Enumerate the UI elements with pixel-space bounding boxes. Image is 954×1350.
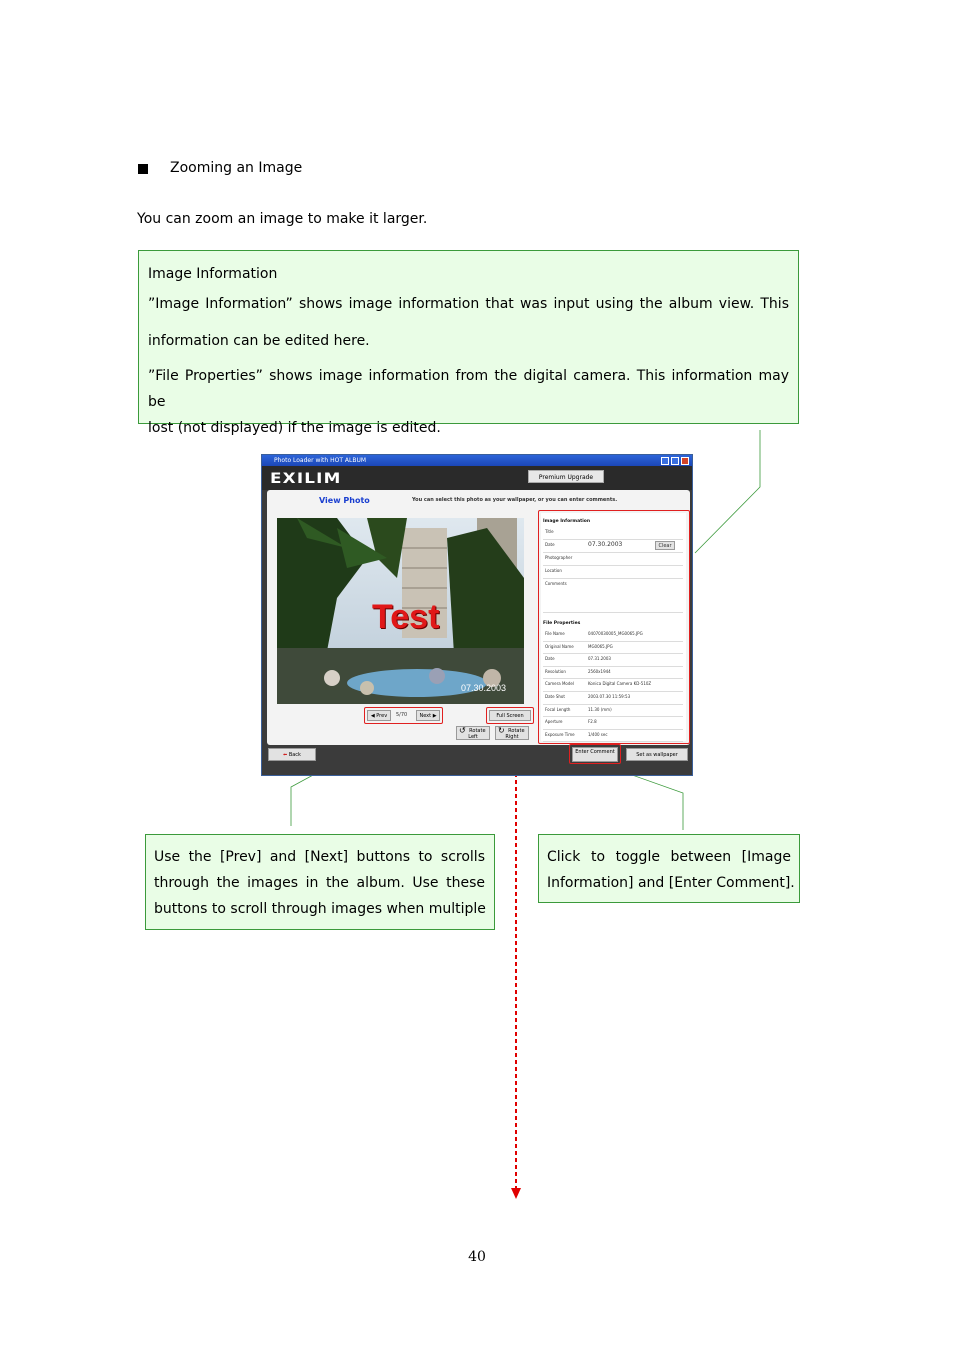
app-window [261,454,693,776]
prev-label: Prev [376,713,388,719]
note-line: lost (not displayed) if the image is edited. [148,420,441,436]
arrow-left-icon: ◀ [370,713,377,719]
file-property-value: 2003.07.30 11:59:53 [588,694,631,699]
note-line: Information] and [Enter Comment]. [547,875,795,891]
note-line: buttons to scroll through images when multiple [154,901,486,917]
intro-text: You can zoom an image to make it larger. [137,211,428,227]
rotate-right-icon: ↻ [498,726,505,735]
minimize-icon[interactable] [661,457,669,465]
premium-upgrade-button[interactable]: Premium Upgrade [528,470,604,483]
photo-overlay-text: Test [372,598,440,636]
view-title: View Photo [319,496,370,505]
prev-next-note [145,834,495,930]
file-property-key: Date [545,656,555,662]
file-property-value: MG0065.JPG [588,643,613,649]
exilim-logo: EXILIM [270,471,342,487]
bottom-bar [262,745,692,775]
highlight-info-panel [538,510,690,744]
maximize-icon[interactable] [671,457,679,465]
photo-date-stamp: 07.30.2003 [461,683,507,693]
connector-info [695,430,760,553]
file-property-key: Exposure Time [545,731,575,737]
arrow-right-icon: ▶ [431,713,437,719]
note-line: ”Image Information” shows image information that was input using the album view. This [148,296,789,312]
highlight-enter-comment [569,744,621,764]
file-property-value: 04070030005_MG0065.JPG [588,631,643,636]
back-label: Back [288,752,301,758]
info-row[interactable]: Photographer [543,552,683,566]
file-property-key: Camera Model [545,681,574,687]
file-properties-heading: File Properties [543,621,581,626]
set-wallpaper-button[interactable]: Set as wallpaper [626,748,688,761]
full-screen-button[interactable]: Full Screen [489,710,531,721]
info-row[interactable]: Location [543,565,683,579]
arrow-head [511,1188,521,1199]
rotate-right-label: Rotate Right [505,728,525,740]
highlight-full-screen [486,707,534,724]
note-line: Click to toggle between [Image [547,849,791,865]
info-row[interactable]: Title [543,526,683,540]
rotate-left-label: Rotate Left [468,728,486,740]
window-titlebar: Photo Loader with HOT ALBUM [262,455,692,466]
note-title: Image Information [148,266,278,282]
file-property-value: F2.8 [588,719,597,725]
rotate-right-button[interactable] [495,726,529,740]
close-icon[interactable] [681,457,689,465]
page-counter: 5/70 [396,712,408,718]
view-photo-panel [267,490,690,745]
view-hint: You can select this photo as your wallpaper, or you can enter comments. [412,497,618,503]
note-line: ”File Properties” shows image information from the digital camera. This information may be [148,368,789,410]
toggle-note [538,834,800,903]
note-line: information can be edited here. [148,333,370,349]
next-label: Next [419,713,432,719]
enter-comment-button[interactable]: Enter Comment [572,747,618,762]
file-property-key: Aperture [545,719,563,725]
window-controls [661,456,691,465]
back-button[interactable] [268,748,316,761]
file-property-key: Original Name [545,643,574,649]
back-arrow-icon: ⬅ [283,752,289,758]
image-information-heading: Image Information [543,519,591,524]
note-line: through the images in the album. Use these [154,875,485,891]
clear-button[interactable]: Clear [655,541,675,550]
file-property-key: Resolution [545,668,566,674]
info-row-comments[interactable]: Comments [543,578,683,613]
section-heading: Zooming an Image [170,160,303,176]
file-property-key: Focal Length [545,706,571,712]
highlight-prev-next [364,707,443,724]
file-property-key: File Name [545,631,565,636]
file-property-value: 2560x1944 [588,668,611,674]
file-property-value: 11.30 (mm) [588,706,612,712]
rotate-left-button[interactable] [456,726,490,740]
photo-view[interactable] [277,518,524,704]
file-property-key: Date Shot [545,694,565,699]
file-property-value: 1/400 sec [588,731,608,737]
page-number: 40 [468,1249,486,1265]
file-property-value: Konica Digital Camera KD-510Z [588,681,652,687]
info-row[interactable]: Date 07.30.2003 Clear [543,539,683,553]
rotate-left-icon: ↺ [459,726,466,735]
note-line: Use the [Prev] and [Next] buttons to scrolls [154,849,485,865]
app-header [262,466,692,490]
file-property-value: 07.31.2003 [588,656,611,662]
